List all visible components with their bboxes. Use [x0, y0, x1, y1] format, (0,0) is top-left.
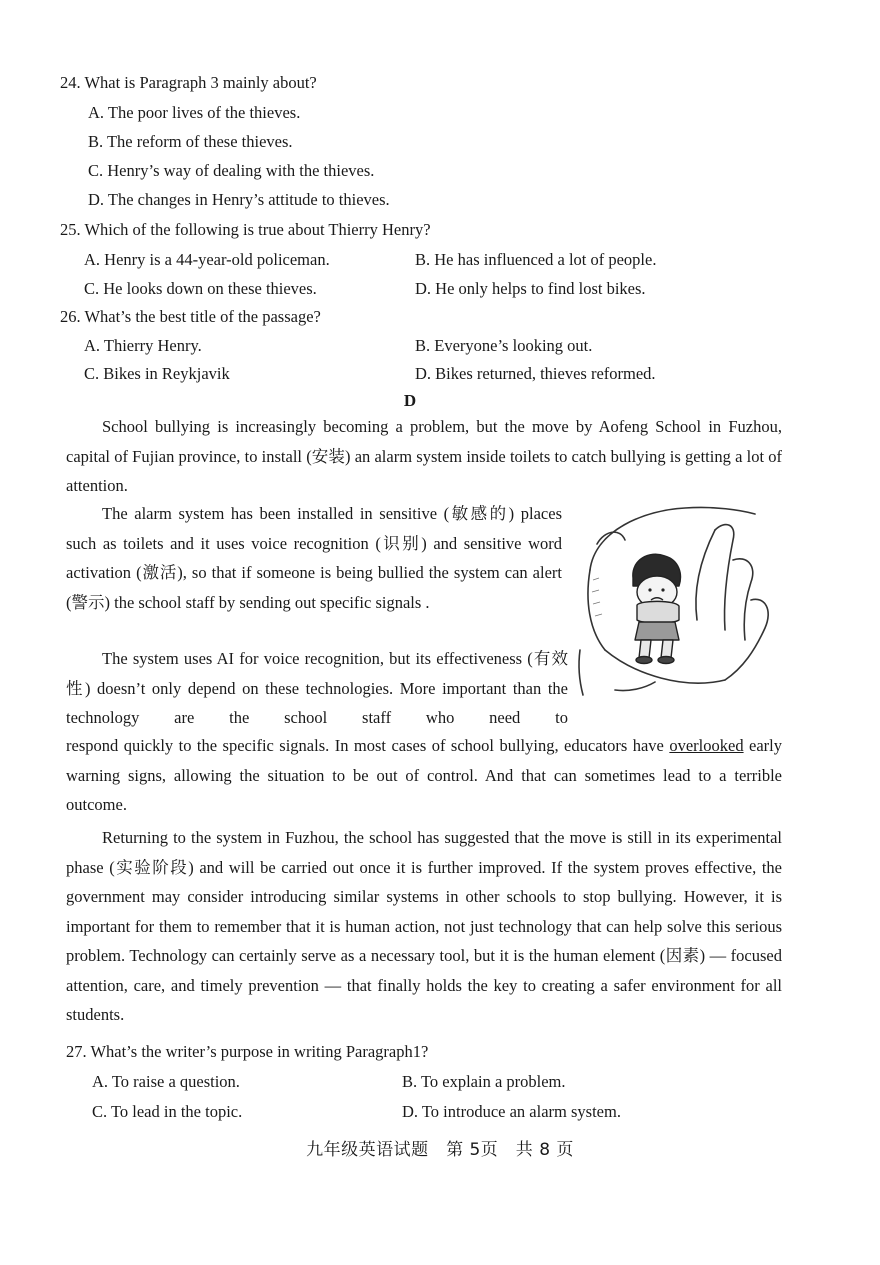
- question-26-option-c: C. Bikes in Reykjavik: [84, 364, 230, 383]
- passage-paragraph-4: Returning to the system in Fuzhou, the school has suggested that the move is still in its experimental phase (实验阶段) and will be carried out once it is further improved. If the system proves effective, the government may consider introducing similar systems in other schools to stop bullying. However, it is important for them to remember that it is human action, not just technology that can help solve this serious problem. Technology can certainly serve as a necessary tool, but it is the human element (因素) — focused attention, care, and timely prevention — that finally holds the key to creating a safer environment for all students.: [66, 828, 782, 1024]
- question-26-option-d: D. Bikes returned, thieves reformed.: [415, 364, 656, 383]
- page-footer: 九年级英语试题 第 5页 共 8 页: [306, 1140, 574, 1160]
- question-25-stem: 25. Which of the following is true about Thierry Henry?: [60, 220, 431, 239]
- question-24-option-b: B. The reform of these thieves.: [88, 132, 293, 151]
- question-27-option-b: B. To explain a problem.: [402, 1072, 566, 1091]
- paragraph-3-text-a: respond quickly to the specific signals. In most cases of school bullying, educators have: [66, 736, 664, 755]
- question-25-option-d: D. He only helps to find lost bikes.: [415, 279, 646, 298]
- question-27-option-d: D. To introduce an alarm system.: [402, 1102, 621, 1121]
- question-27-option-a: A. To raise a question.: [92, 1072, 240, 1091]
- passage-paragraph-3-part-1: The system uses AI for voice recognition, but its effectiveness (有效性) doesn’t only depend on these technologies. More important than the technology are the school staff who need to: [66, 649, 568, 727]
- question-24-option-c: C. Henry’s way of dealing with the thieves.: [88, 161, 375, 180]
- question-24-option-d: D. The changes in Henry’s attitude to thieves.: [88, 190, 390, 209]
- question-25-option-b: B. He has influenced a lot of people.: [415, 250, 657, 269]
- question-26-stem: 26. What’s the best title of the passage?: [60, 307, 321, 326]
- question-27-option-c: C. To lead in the topic.: [92, 1102, 243, 1121]
- question-24-stem: 24. What is Paragraph 3 mainly about?: [60, 73, 317, 92]
- question-26-option-b: B. Everyone’s looking out.: [415, 336, 593, 355]
- question-26-option-a: A. Thierry Henry.: [84, 336, 202, 355]
- question-27-stem: 27. What’s the writer’s purpose in writing Paragraph1?: [66, 1042, 429, 1061]
- paragraph-3-text-b: early warning signs, allowing the situation to be out of control. And that can sometimes lead to a terrible outcome.: [66, 736, 783, 814]
- passage-paragraph-3-part-2: [66, 731, 782, 820]
- passage-paragraph-2: The alarm system has been installed in sensitive (敏感的) places such as toilets and it uses voice recognition (识别) and sensitive word activation (激活), so that if someone is being bullied the system can alert (警示) the school staff by sending out specific signals .: [66, 504, 562, 612]
- section-title: D: [403, 391, 417, 410]
- underlined-word-overlooked: overlooked: [669, 736, 744, 755]
- passage-paragraph-1: School bullying is increasingly becoming a problem, but the move by Aofeng School in Fuzhou, capital of Fujian province, to install (安装) an alarm system inside toilets to catch bullying is getting a lot of attention.: [66, 417, 782, 495]
- hand-protecting-child-illustration: [575, 500, 780, 700]
- question-25-option-a: A. Henry is a 44-year-old policeman.: [84, 250, 330, 269]
- question-24-option-a: A. The poor lives of the thieves.: [88, 103, 301, 122]
- question-25-option-c: C. He looks down on these thieves.: [84, 279, 317, 298]
